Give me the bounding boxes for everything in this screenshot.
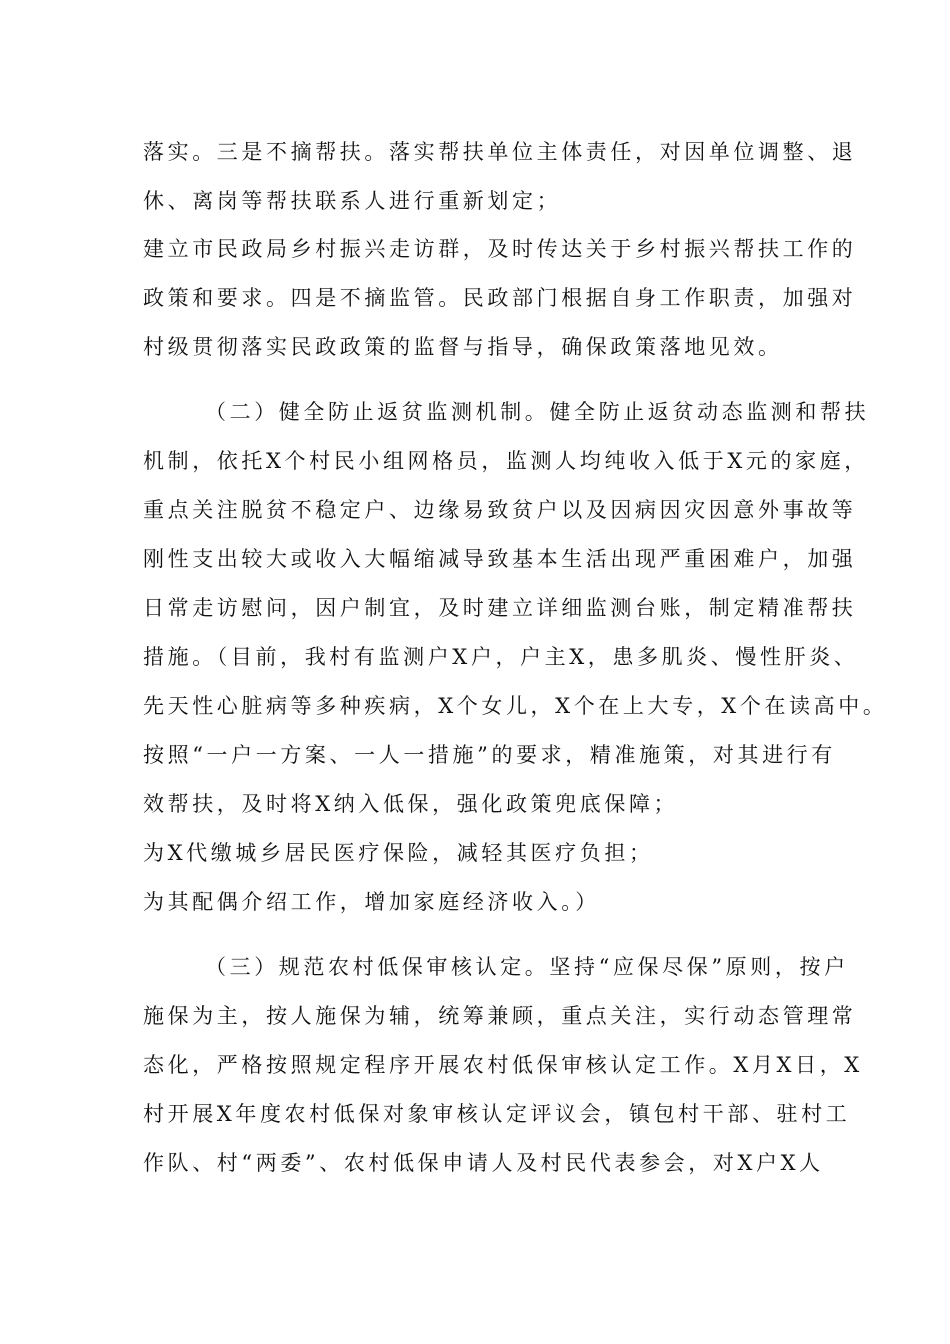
text-line: 建立市民政局乡村振兴走访群，及时传达关于乡村振兴帮扶工作的	[143, 237, 857, 261]
text-line: 效帮扶，及时将X纳入低保，强化政策兜底保障；	[143, 792, 679, 816]
text-line: 落实。三是不摘帮扶。落实帮扶单位主体责任，对因单位调整、退	[143, 140, 857, 164]
text-line: 先天性心脏病等多种疾病，X个女儿，X个在上大专，X个在读高中。	[143, 694, 888, 718]
text-line: 日常走访慰问，因户制宜，及时建立详细监测台账，制定精准帮扶	[143, 596, 857, 620]
text-line: 机制，依托X个村民小组网格员，监测人均纯收入低于X元的家庭，	[143, 449, 869, 473]
text-line: 政策和要求。四是不摘监管。民政部门根据自身工作职责，加强对	[143, 286, 857, 310]
text-line: 施保为主，按人施保为辅，统筹兼顾，重点关注，实行动态管理常	[143, 1004, 857, 1028]
text-line: 休、离岗等帮扶联系人进行重新划定；	[143, 189, 562, 213]
text-line: 刚性支出较大或收入大幅缩减导致基本生活出现严重困难户，加强	[143, 547, 857, 571]
text-line: 村级贯彻落实民政政策的监督与指导，确保政策落地见效。	[143, 335, 783, 359]
paragraph-heading-line: （二）健全防止返贫监测机制。健全防止返贫动态监测和帮扶	[205, 400, 870, 424]
text-line: 为X代缴城乡居民医疗保险，减轻其医疗负担；	[143, 841, 654, 865]
text-line: 态化，严格按照规定程序开展农村低保审核认定工作。X月X日，X	[143, 1053, 863, 1077]
text-line: 作队、村“两委”、农村低保申请人及村民代表参会，对X户X人	[143, 1151, 824, 1175]
text-line: 按照“一户一方案、一人一措施”的要求，精准施策，对其进行有	[143, 743, 836, 767]
text-line: 措施。（目前，我村有监测户X户，户主X，患多肌炎、慢性肝炎、	[143, 645, 859, 669]
text-line: 村开展X年度农村低保对象审核认定评议会，镇包村干部、驻村工	[143, 1102, 851, 1126]
paragraph-heading-line: （三）规范农村低保审核认定。坚持“应保尽保”原则，按户	[205, 955, 849, 979]
text-line: 重点关注脱贫不稳定户、边缘易致贫户以及因病因灾因意外事故等	[143, 498, 857, 522]
text-line: 为其配偶介绍工作，增加家庭经济收入。）	[143, 890, 600, 914]
